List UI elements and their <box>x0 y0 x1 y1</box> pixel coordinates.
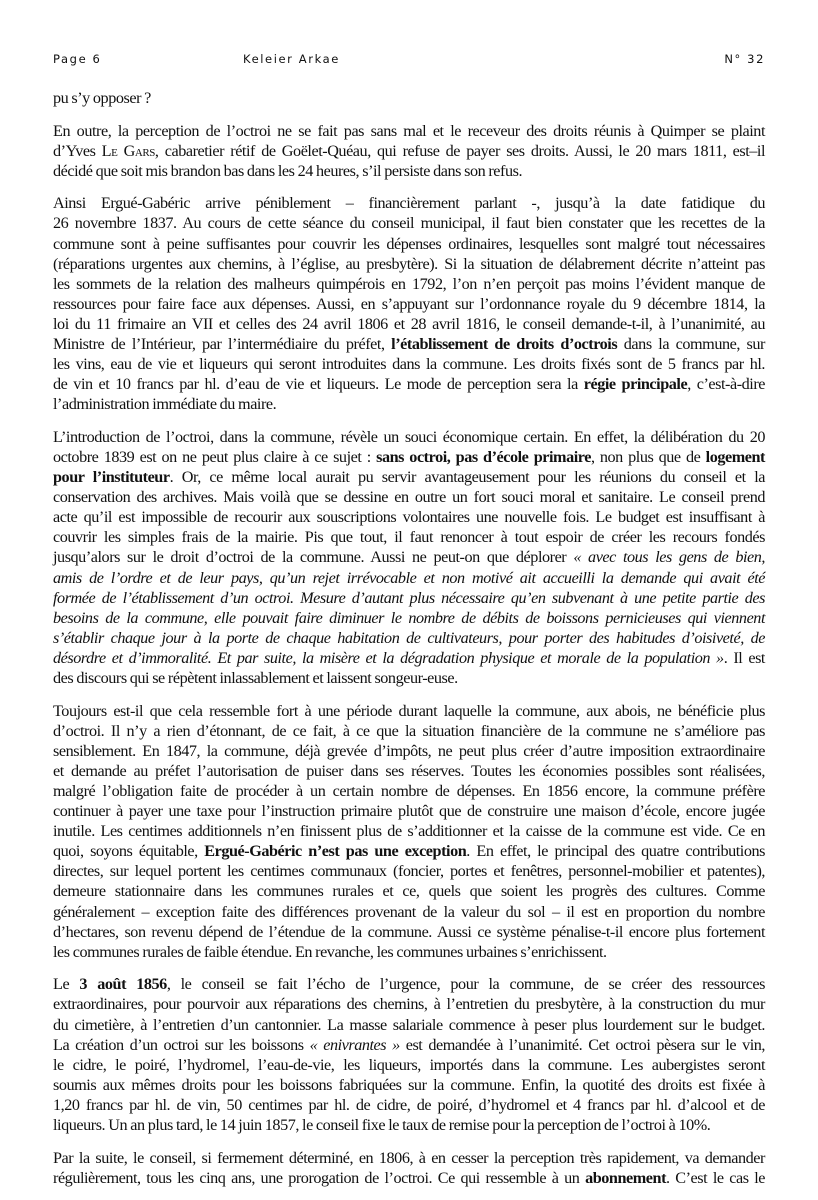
text-run: 26 novembre 1837. Au cours de cette séance du conseil municipal, il faut bien constater que les recettes de la <box>53 214 765 233</box>
text-line <box>53 334 765 354</box>
text-line <box>53 527 765 547</box>
text-line <box>53 427 765 447</box>
text-line <box>53 161 765 181</box>
text-run: Par la suite, le conseil, si fermement déterminé, en 1806, à en cesser la perception très rapidement, va demander <box>53 1148 765 1167</box>
text-run: , le conseil se fait l’écho de l’urgence, pour la commune, de se créer des ressources <box>166 975 765 994</box>
text-line <box>53 394 765 414</box>
text-run: , cabaretier rétif de Goëlet-Quéau, qui refuse de payer ses droits. Aussi, le 20 mars 1811, est–il <box>154 141 766 160</box>
paragraph <box>53 1148 765 1188</box>
bold-text: 3 août 1856 <box>79 975 167 994</box>
text-line <box>53 781 765 801</box>
text-line <box>53 1095 765 1115</box>
text-run: malgré l’obligation faite de procéder à un certain nombre de dépenses. En 1856 encore, la commune préfère <box>53 782 765 800</box>
text-run: . En effet, le principal des quatre contributions <box>466 842 765 861</box>
text-run: régulièrement, tous les cinq ans, une prorogation de l’octroi. Ce qui ressemble à un <box>53 1168 586 1187</box>
text-line <box>53 1115 765 1135</box>
text-run: couvrir les simples frais de la mairie. Pis que tout, il faut renoncer à tout espoir de créer les recours fondés <box>53 528 765 547</box>
bold-text: abonnement <box>585 1168 667 1187</box>
text-run: les vins, eau de vie et liqueurs qui seront introduites dans la commune. Les droits fixés sont de 5 francs par hl. <box>53 355 765 374</box>
issue-number: N° 32 <box>724 52 765 66</box>
text-run: dans la commune, sur <box>617 335 765 354</box>
text-run: les communes rurales de faible étendue. En revanche, les communes urbaines s’enrichissent. <box>53 942 607 961</box>
text-run: soumis aux mêmes droits pour les boissons fabriquées sur la commune. Enfin, la quotité des droits est fixée à <box>53 1075 765 1094</box>
paragraph <box>53 701 765 962</box>
text-run: acte qu’il est impossible de recourir aux souscriptions volontaires une nouvelle fois. Le budget est insuffisant à <box>53 508 765 527</box>
running-header <box>53 52 765 70</box>
text-line <box>53 121 765 141</box>
text-run: Le Gars <box>101 141 155 160</box>
bold-text: l’établissement de droits d’octrois <box>391 335 618 354</box>
text-line <box>53 741 765 761</box>
text-run: demeure stationnaire dans les communes rurales et ce, quels que soient les progrès des cultures. Comme <box>53 882 765 901</box>
italic-quote: désordre et d’immoralité. Et par suite, la misère et la dégradation physique et morale de la population » <box>53 648 724 667</box>
paragraph <box>53 427 765 688</box>
text-line <box>53 314 765 334</box>
bold-text: pour l’instituteur <box>53 468 170 487</box>
text-line <box>53 861 765 881</box>
paragraph <box>53 974 765 1135</box>
text-run: Toujours est-il que cela ressemble fort à une période durant laquelle la commune, aux abois, ne bénéficie plus <box>53 701 765 720</box>
italic-quote: formée de l’établissement d’un octroi. Mesure d’autant plus nécessaire qu’en subvenant à une petite partie des <box>53 588 765 607</box>
article-body <box>53 88 765 1200</box>
text-line <box>53 294 765 314</box>
text-run: loi du 11 frimaire an VII et celles des 24 avril 1806 et 28 avril 1816, le conseil demande-t-il, à l’unanimité, au <box>53 314 765 333</box>
paragraph <box>53 88 765 108</box>
text-line <box>53 942 765 962</box>
text-line <box>53 234 765 254</box>
text-line <box>53 881 765 901</box>
text-run: 1,20 francs par hl. de vin, 50 centimes par hl. de cidre, de poiré, d’hydromel et 4 francs par hl. d’alcool et de <box>53 1095 765 1114</box>
text-line <box>53 354 765 374</box>
text-run: conservation des archives. Mais voilà que se dessine en outre un fort souci moral et sanitaire. Le conseil prend <box>53 488 765 507</box>
text-run: , non plus que de <box>590 448 706 466</box>
text-run: commune sont à peine suffisantes pour couvrir les dépenses ordinaires, lesquelles sont malgré tout nécessaires <box>53 234 765 253</box>
publication-title: Keleier Arkae <box>243 52 340 66</box>
text-line <box>53 761 765 781</box>
text-run: continuer à payer une taxe pour l’instruction primaire plutôt que de construire une maison d’école, encore jugée <box>53 802 765 821</box>
text-line <box>53 841 765 861</box>
text-run: et demande au préfet l’autorisation de puiser dans ses réserves. Toutes les économies possibles sont réalisées, <box>53 761 765 780</box>
text-line <box>53 801 765 821</box>
text-line <box>53 274 765 294</box>
text-line <box>53 1035 765 1055</box>
text-run: . C’est le cas le <box>666 1168 765 1187</box>
text-line <box>53 213 765 233</box>
text-line <box>53 254 765 274</box>
text-run: de vin et 10 francs par hl. d’eau de vie et liqueurs. Le mode de perception sera la <box>53 375 584 394</box>
text-run: généralement – exception faite des différences provenant de la valeur du sol – il est en proportion du nombre <box>53 902 765 921</box>
text-line <box>53 487 765 507</box>
text-run: Ainsi Ergué-Gabéric arrive péniblement – financièrement parlant -, jusqu’à la date fatidique du <box>53 194 765 213</box>
text-run: d’Yves <box>53 141 102 160</box>
text-run: pu s’y opposer ? <box>53 89 151 107</box>
text-line <box>53 193 765 213</box>
text-run: le cidre, le poiré, l’hydromel, l’eau-de-vie, les liqueurs, importés dans la commune. Les aubergistes seront <box>53 1055 765 1074</box>
text-line <box>53 721 765 741</box>
paragraph <box>53 121 765 181</box>
text-line <box>53 547 765 567</box>
text-run: d’octroi. Il n’y a rien d’étonnant, de ce fait, à ce que la situation financière de la commune ne s’améliore pas <box>53 721 765 740</box>
text-line <box>53 628 765 648</box>
italic-quote: s’établir chaque jour à la porte de chaque habitation de cultivateurs, pour porter des habitudes d’oisiveté, de <box>53 628 765 647</box>
text-run: En outre, la perception de l’octroi ne se fait pas sans mal et le receveur des droits réunis à Quimper se plaint <box>53 121 765 140</box>
text-line <box>53 568 765 588</box>
text-line <box>53 922 765 942</box>
italic-quote: « enivrantes » <box>309 1035 400 1054</box>
text-run: . Il est <box>723 648 765 667</box>
text-line <box>53 608 765 628</box>
text-run: liqueurs. Un an plus tard, le 14 juin 1857, le conseil fixe le taux de remise pour la perception de l’octroi à 10%. <box>53 1116 711 1134</box>
text-line <box>53 974 765 994</box>
text-run: quoi, soyons équitable, <box>53 842 205 861</box>
text-line <box>53 902 765 922</box>
bold-text: logement <box>705 448 765 466</box>
text-line <box>53 507 765 527</box>
text-line <box>53 447 765 467</box>
text-run: sensiblement. En 1847, la commune, déjà grevée d’impôts, ne peut plus créer d’autre imposition extraordinaire <box>53 741 765 760</box>
text-run: (réparations urgentes aux chemins, à l’église, au presbytère). Si la situation de délabrement décrite n’atteint pas <box>53 254 765 273</box>
text-line <box>53 374 765 394</box>
text-run: Ministre de l’Intérieur, par l’intermédiaire du préfet, <box>53 335 392 354</box>
bold-text: Ergué-Gabéric n’est pas une exception <box>204 842 467 861</box>
text-line <box>53 1015 765 1035</box>
paragraph <box>53 193 765 414</box>
text-run: d’hectares, son revenu dépend de l’étendue de la commune. Aussi ce système pénalise-t-il encore plus fortement <box>53 922 765 941</box>
text-line <box>53 648 765 668</box>
text-run: extraordinaires, pour pourvoir aux réparations des chemins, à l’entretien du presbytère, à la construction du mur <box>53 995 765 1014</box>
italic-quote: besoins de la commune, elle pouvait faire diminuer le nombre de débits de boissons pernicieuses qui viennent <box>53 608 765 627</box>
bold-text: régie principale <box>583 375 688 394</box>
text-line <box>53 467 765 487</box>
text-run: . Or, ce même local aurait pu servir avantageusement pour les réunions du conseil et la <box>169 468 765 487</box>
text-line <box>53 994 765 1014</box>
text-run: est demandée à l’unanimité. Cet octroi pèsera sur le vin, <box>399 1035 766 1054</box>
italic-quote: amis de l’ordre et de leur pays, qu’un rejet irrévocable et non motivé ait accueilli la demande qui avait été <box>53 568 765 587</box>
text-run: ressources pour faire face aux dépenses. Aussi, en s’appuyant sur l’ordonnance royale du 9 décembre 1814, la <box>53 294 765 313</box>
text-run: des discours qui se répètent inlassablement et laissent songeur-euse. <box>53 669 458 688</box>
text-run: l’administration immédiate du maire. <box>53 395 277 414</box>
text-line <box>53 588 765 608</box>
text-run: inutile. Les centimes additionnels n’en finissent plus de s’additionner et la caisse de la commune est vide. Ce en <box>53 822 765 841</box>
page-number: Page 6 <box>53 52 102 66</box>
text-line <box>53 1055 765 1075</box>
text-line <box>53 821 765 841</box>
text-line <box>53 1075 765 1095</box>
text-run: du cimetière, à l’entretien d’un cantonnier. La masse salariale commence à peser plus lourdement sur le budget. <box>53 1015 765 1034</box>
bold-text: sans octroi, pas d’école primaire <box>376 448 591 466</box>
text-run: les sommets de la relation des malheurs quimpérois en 1792, l’on n’en perçoit pas moins l’évident manque de <box>53 274 765 293</box>
text-run: jusqu’alors sur le droit d’octroi de la commune. Aussi ne peut-on que déplorer <box>53 548 574 567</box>
text-run: octobre 1839 est on ne peut plus claire à ce sujet : <box>53 448 377 466</box>
text-run: La création d’un octroi sur les boissons <box>53 1035 310 1054</box>
text-run: L’introduction de l’octroi, dans la commune, révèle un souci économique certain. En effet, la délibération du 20 <box>53 427 765 446</box>
text-line <box>53 701 765 721</box>
text-line <box>53 668 765 688</box>
text-run: directes, sur lequel portent les centimes communaux (foncier, portes et fenêtres, personnel-mobilier et patentes), <box>53 862 765 881</box>
text-line <box>53 141 765 161</box>
text-run: Le <box>53 975 80 994</box>
italic-quote: « avec tous les gens de bien, <box>573 548 765 567</box>
text-line <box>53 1168 765 1188</box>
text-line <box>53 88 765 108</box>
text-run: décidé que soit mis brandon bas dans les 24 heures, s’il persiste dans son refus. <box>53 161 523 180</box>
text-run: , c’est-à-dire <box>687 375 766 394</box>
